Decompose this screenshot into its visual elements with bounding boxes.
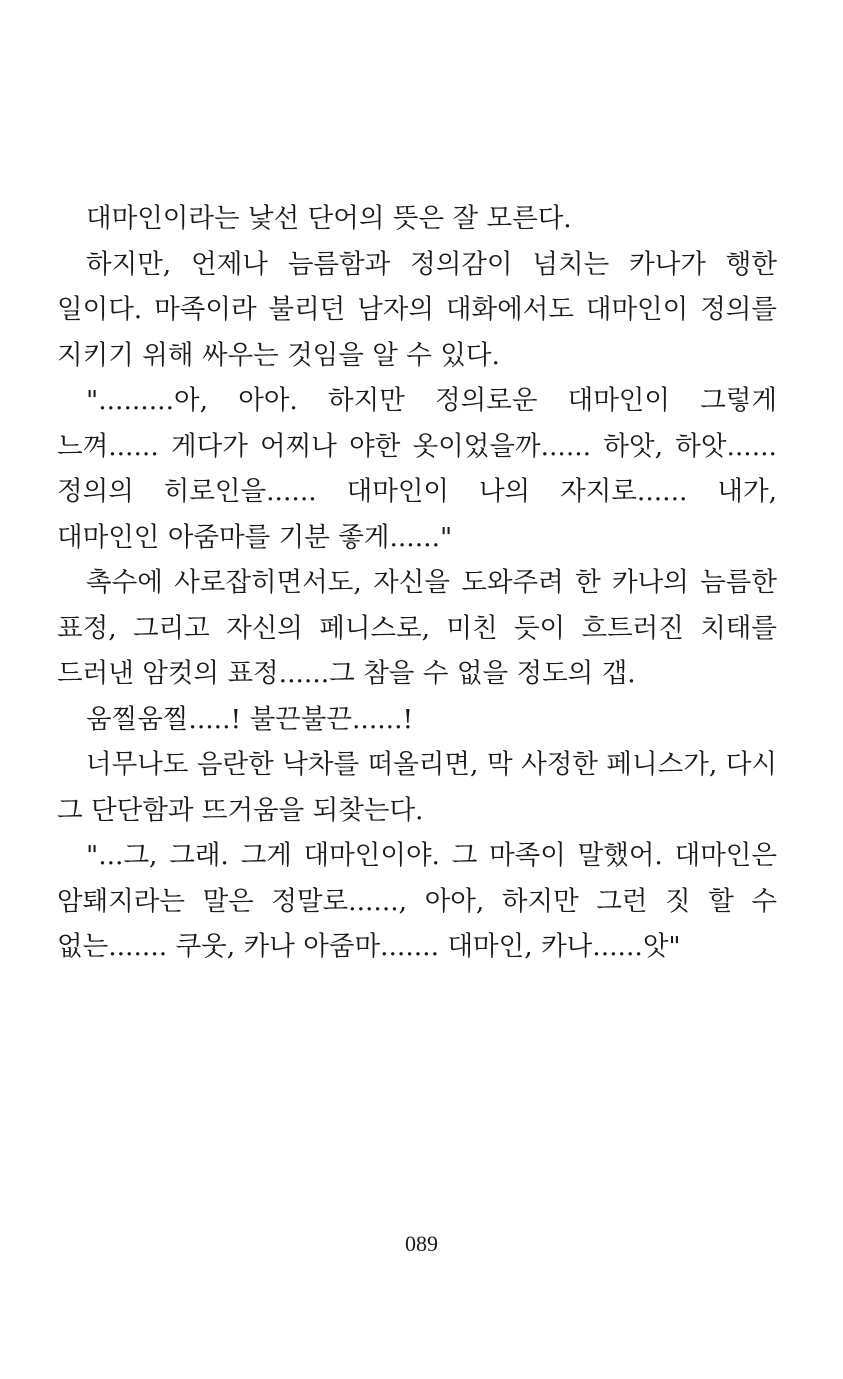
paragraph-6: 너무나도 음란한 낙차를 떠올리면, 막 사정한 페니스가, 다시 그 단단함과 뜨거움을 되찾는다.: [57, 749, 777, 826]
paragraph-3: ".........아, 아아. 하지만 정의로운 대마인이 그렇게 느껴...... 게다가 어찌나 야한 옷이었을까...... 하앗, 하앗...... 정의의 히로인을...... 대마인이 나의 자지로...... 내가, 대마인인 아줌마를 기분 좋게......": [57, 385, 777, 553]
paragraph-5: 움찔움찔.....! 불끈불끈......!: [86, 703, 414, 735]
paragraph-1: 대마인이라는 낯선 단어의 뜻은 잘 모른다.: [86, 203, 572, 234]
page-number: 089: [405, 1231, 438, 1256]
paragraph-7: "...그, 그래. 그게 대마인이야. 그 마족이 말했어. 대마인은 암퇘지라는 말은 정말로......, 아아, 하지만 그런 짓 할 수 없는....... 쿠웃, 카나 아줌마....... 대마인, 카나......앗": [57, 840, 777, 962]
paragraph-4: 촉수에 사로잡히면서도, 자신을 도와주려 한 카나의 늠름한 표정, 그리고 자신의 페니스로, 미친 듯이 흐트러진 치태를 드러낸 암컷의 표정......그 참을 수 없을 정도의 갭.: [57, 567, 777, 689]
page-body: [57, 196, 777, 970]
paragraph-2: 하지만, 언제나 늠름함과 정의감이 넘치는 카나가 행한 일이다. 마족이라 불리던 남자의 대화에서도 대마인이 정의를 지키기 위해 싸우는 것임을 알 수 있다.: [57, 248, 777, 371]
